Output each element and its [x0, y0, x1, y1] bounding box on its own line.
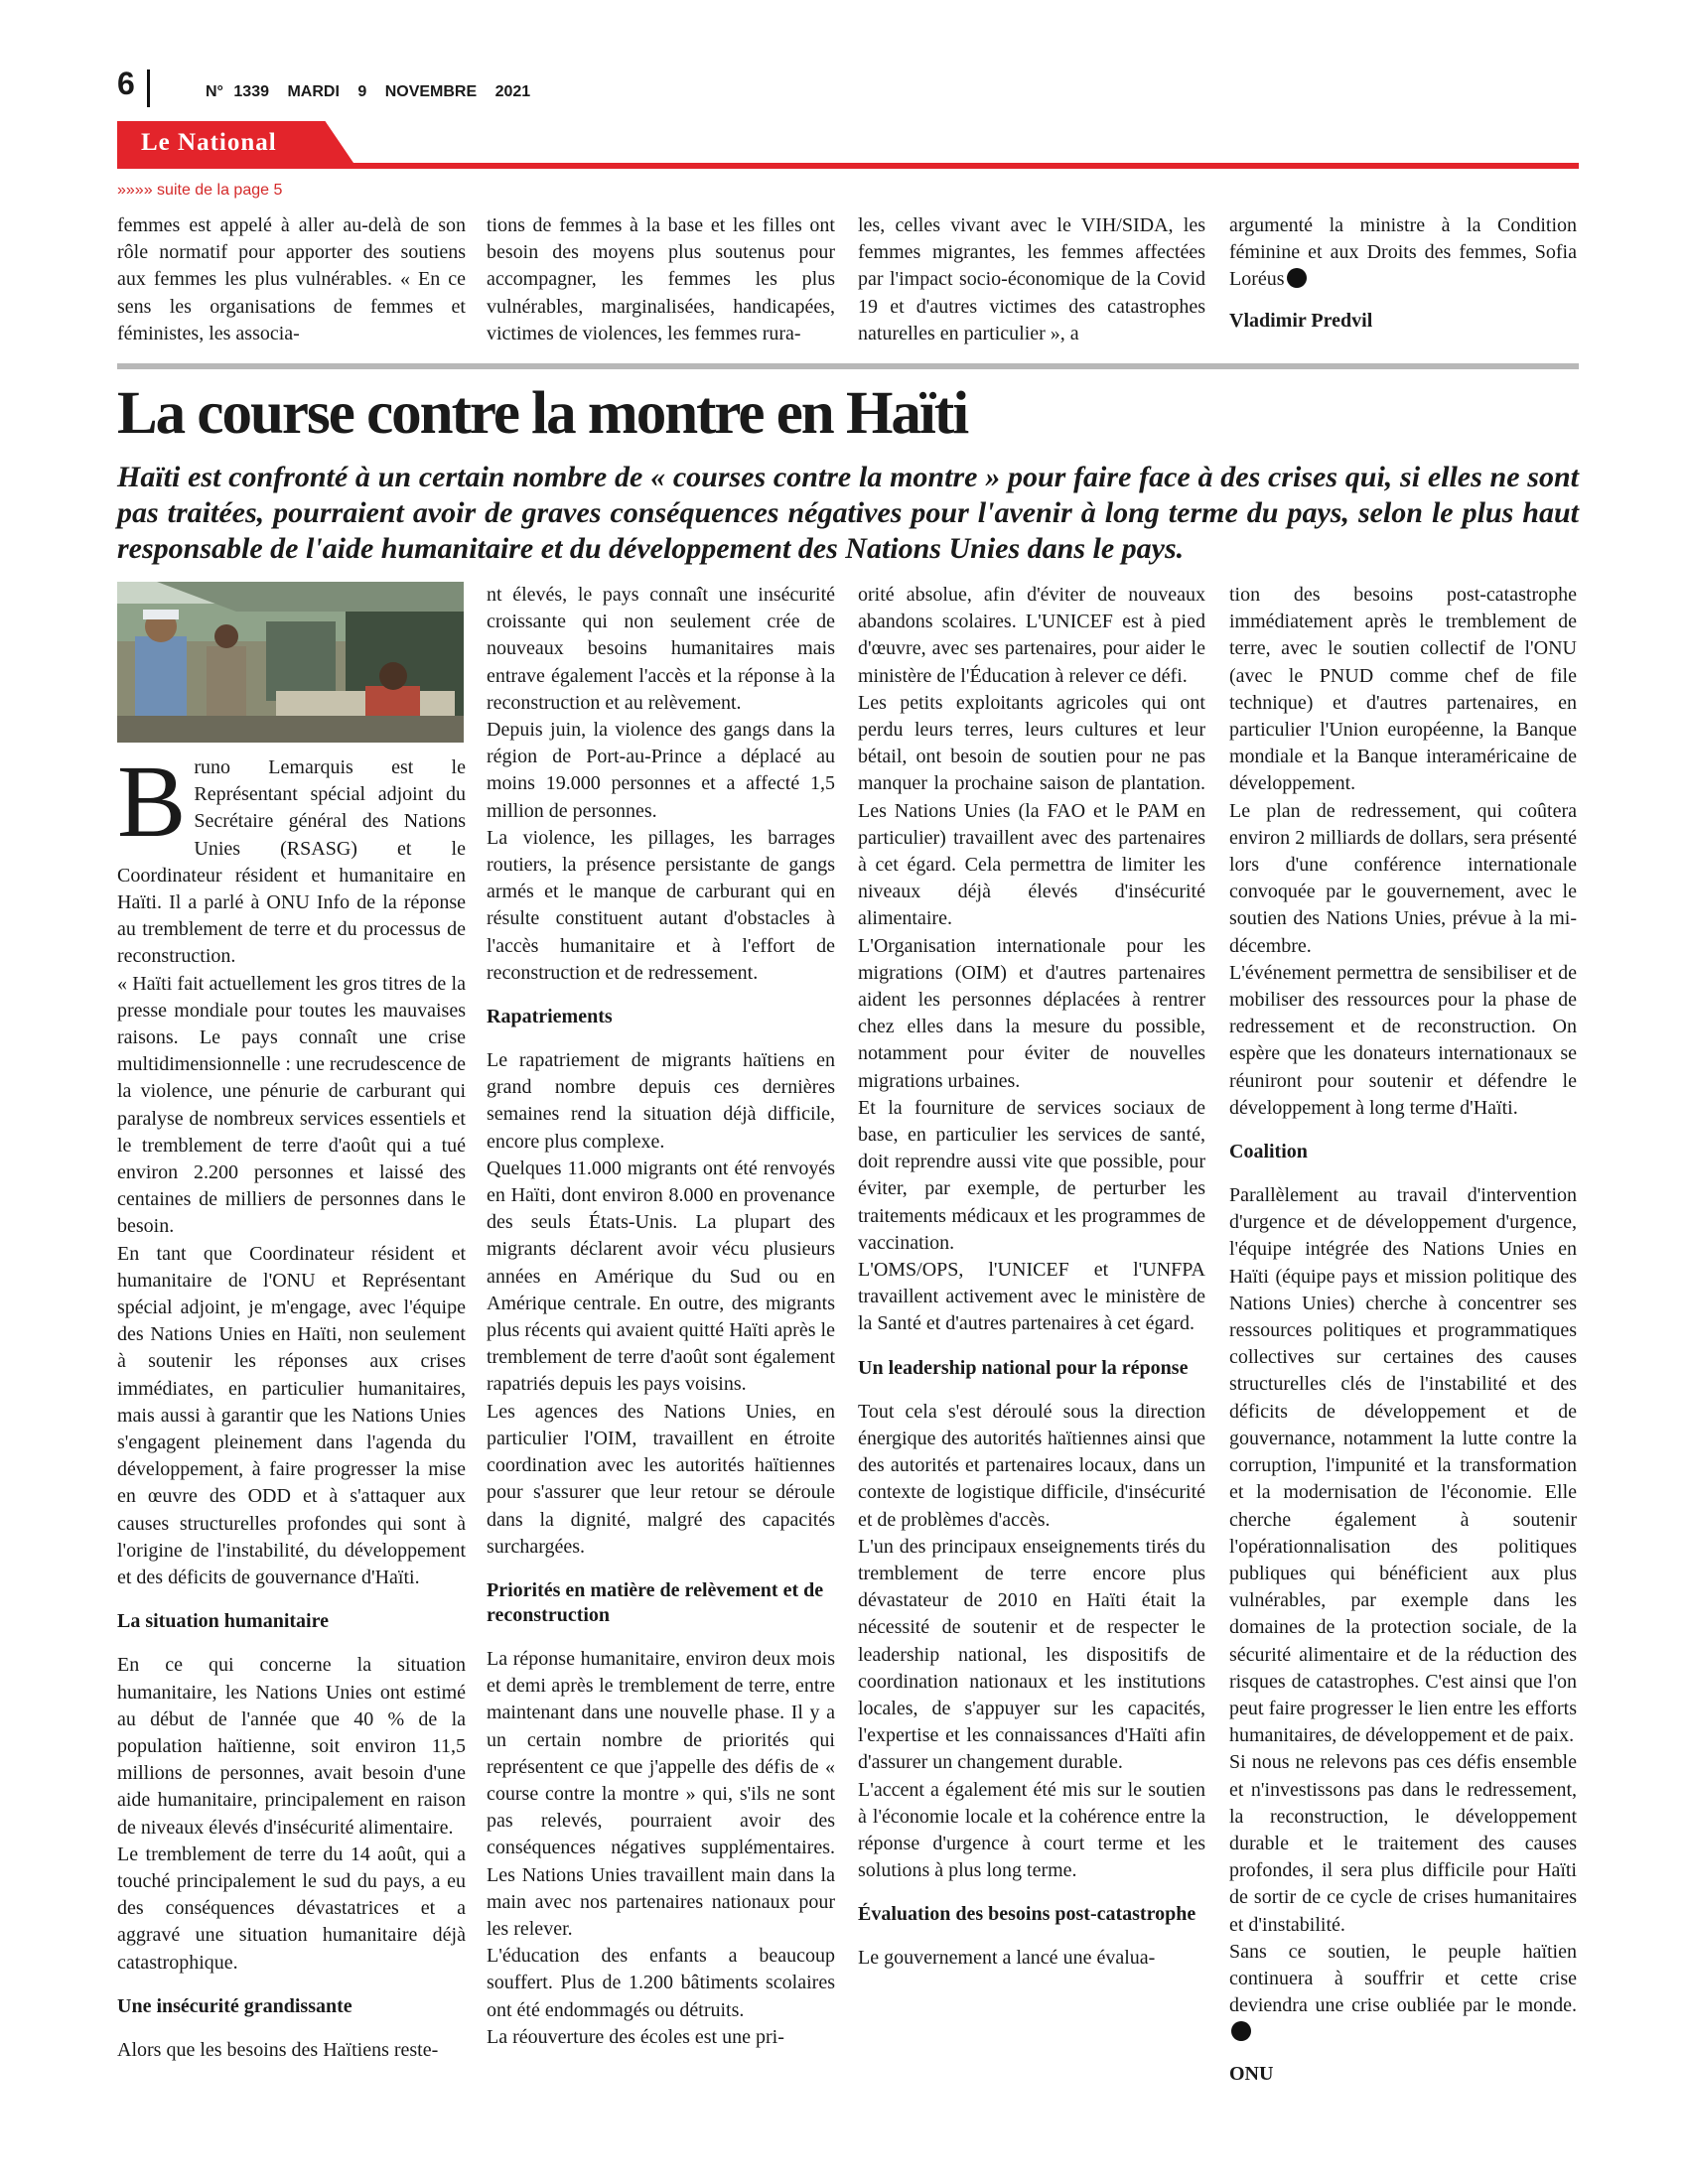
paragraph: L'OMS/OPS, l'UNICEF et l'UNFPA travaillent activement avec le ministère de la Santé et d'autres partenaires à cet égard. [858, 1259, 1205, 1335]
lead-paragraph [117, 745, 466, 971]
continued-col-4 [1229, 212, 1577, 335]
article-headline: La course contre la montre en Haïti [117, 380, 968, 447]
header-rule [117, 163, 1579, 169]
drop-cap: B [117, 745, 187, 859]
paragraph [1229, 1939, 1577, 2047]
author-signature: ONU [1229, 2062, 1274, 2085]
paragraph: L'éducation des enfants a beaucoup souffert. Plus de 1.200 bâtiments scolaires ont été endommagés ou détruits. [487, 1945, 835, 2021]
paragraph: les, celles vivant avec le VIH/SIDA, les femmes migrantes, les femmes affectées par l'impact socio-économique de la Covid 19 et d'autres victimes des catastrophes naturelles en particulier », a [858, 214, 1205, 344]
day: 9 [357, 83, 367, 100]
paragraph: Si nous ne relevons pas ces défis ensemble et n'investissons pas dans le redressement, la reconstruction, le développement durable et le traitement des causes profondes, il sera plus difficile pour Haïti de sortir de ce cycle de crises humanitaires et d'instabilité. [1229, 1751, 1577, 1936]
page-number: 6 [117, 66, 135, 101]
article-photo [117, 582, 464, 743]
paragraph: Les petits exploitants agricoles qui ont perdu leurs terres, leurs cultures et leur bétail, ont besoin de soutien pour ne pas manquer la prochaine saison de plantation. Les Nations Unies (la FAO et le PAM en particulier) travaillent avec des partenaires à cet égard. Cela permettra de limiter les niveaux déjà élevés d'insécurité alimentaire. [858, 691, 1205, 930]
section-divider [117, 363, 1579, 369]
paragraph [1229, 212, 1577, 294]
paragraph: Le tremblement de terre du 14 août, qui a touché principalement le sud du pays, a eu des conséquences dévastatrices et a aggravé une situation humanitaire déjà catastrophique. [117, 1843, 466, 1974]
paragraph: nt élevés, le pays connaît une insécurité croissante qui non seulement crée de nouveaux besoins humanitaires mais entrave également l'accès et la réponse à la reconstruction et au relèvement. [487, 584, 835, 714]
article-col-2 [487, 582, 835, 2051]
paragraph: Et la fourniture de services sociaux de base, en particulier les services de santé, doit reprendre aussi vite que possible, pour éviter, par exemple, de perturber les traitements médicaux et les programmes de vaccination. [858, 1096, 1205, 1254]
continued-col-3 [858, 212, 1205, 347]
article-col-3 [858, 582, 1205, 1973]
paragraph: « Haïti fait actuellement les gros titres de la presse mondiale pour toutes les mauvaises raisons. Le pays connaît une crise multidimensionnelle : une recrudescence de la violence, une pénurie de carburant qui paralyse de nombreux services essentiels et le tremblement de terre d'août qui a tué environ 2.200 personnes et laissé des centaines de milliers de personnes dans le besoin. [117, 972, 466, 1238]
paragraph: L'événement permettra de sensibiliser et de mobiliser des ressources pour la phase de redressement et de reconstruction. On espère que les donateurs internationaux se réuniront pour soutenir et défendre le développement à long terme d'Haïti. [1229, 961, 1577, 1119]
paragraph: En ce qui concerne la situation humanitaire, les Nations Unies ont estimé au début de l'année que 40 % de la population haïtienne, soit environ 11,5 millions de personnes, avait besoin d'une aide humanitaire, principalement en raison de niveaux élevés d'insécurité alimentaire. [117, 1654, 466, 1839]
paragraph-text: runo Lemarquis est le Représentant spécial adjoint du Secrétaire général des Nations Unies (RSASG) et le Coordinateur résident et humanitaire en Haïti. Il a parlé à ONU Info de la réponse au tremblement de terre et du processus de reconstruction. [117, 756, 466, 968]
paragraph: Le gouvernement a lancé une évalua- [858, 1947, 1156, 1970]
subheading: La situation humanitaire [117, 1610, 329, 1633]
year: 2021 [494, 83, 531, 100]
paragraph: L'Organisation internationale pour les migrations (OIM) et d'autres partenaires aident les personnes déplacées à rentrer chez elles dans la mesure du possible, notamment pour éviter de nouvelles migrations urbaines. [858, 934, 1205, 1092]
paragraph: Les agences des Nations Unies, en particulier l'OIM, travaillent en étroite coordination avec les autorités haïtiennes pour s'assurer que leur retour se déroule dans la dignité, malgré des capacités surchargées. [487, 1400, 835, 1558]
paragraph: La réponse humanitaire, environ deux mois et demi après le tremblement de terre, entre maintenant dans une nouvelle phase. Il y a un certain nombre de priorités qui représentent ce que j'appelle des défis de « course contre la montre » qui, s'ils ne sont pas relevés, pourraient avoir des conséquences négatives supplémentaires. Les Nations Unies travaillent main dans la main avec nos partenaires nationaux pour les relever. [487, 1647, 835, 1940]
subheading: Une insécurité grandissante [117, 1994, 352, 2017]
subheading: Coalition [1229, 1141, 1308, 1163]
paragraph: orité absolue, afin d'éviter de nouveaux abandons scolaires. L'UNICEF est à pied d'œuvre, avec ses partenaires, pour aider le ministère de l'Éducation à relever ce défi. [858, 584, 1205, 687]
paragraph: Quelques 11.000 migrants ont été renvoyés en Haïti, dont environ 8.000 en provenance des seuls États-Unis. La plupart des migrants déclarent avoir vécu plusieurs années en Amérique du Sud ou en Amérique centrale. En outre, des migrants plus récents qui avaient quitté Haïti après le tremblement de terre d'août sont également rapatriés depuis les pays voisins. [487, 1157, 835, 1396]
paragraph: tion des besoins post-catastrophe immédiatement après le tremblement de terre, avec le soutien collectif de l'ONU (avec le PNUD comme chef de file technique) et d'autres partenaires, en particulier l'Union européenne, la Banque mondiale et la Banque interaméricaine de développement. [1229, 584, 1577, 795]
paragraph: La violence, les pillages, les barrages routiers, la présence persistante de gangs armés et le manque de carburant qui en résulte constituent autant d'obstacles à l'accès humanitaire et à l'effort de reconstruction et de redressement. [487, 826, 835, 984]
end-mark-icon [1231, 2021, 1251, 2041]
issue-date-line [206, 83, 538, 101]
paragraph: Le plan de redressement, qui coûtera environ 2 milliards de dollars, sera présenté lors d'une conférence internationale convoquée par le gouvernement, avec le soutien des Nations Unies, prévue à la mi-décembre. [1229, 799, 1577, 957]
paragraph: Depuis juin, la violence des gangs dans la région de Port-au-Prince a déplacé au moins 19.000 personnes et a affecté 1,5 million de personnes. [487, 719, 835, 822]
paragraph-text: Sans ce soutien, le peuple haïtien continuera à souffrir et cette crise deviendra une crise oubliée par le monde. [1229, 1940, 1577, 2017]
paragraph: La réouverture des écoles est une pri- [487, 2025, 784, 2048]
paragraph: Alors que les besoins des Haïtiens reste- [117, 2038, 439, 2061]
continued-col-1 [117, 212, 466, 347]
paragraph: Tout cela s'est déroulé sous la direction énergique des autorités haïtiennes ainsi que des autorités et partenaires locaux, dans un contexte de logistique difficile, d'insécurité et de problèmes d'accès. [858, 1400, 1205, 1531]
paragraph: Le rapatriement de migrants haïtiens en grand nombre depuis ces dernières semaines rend la situation déjà difficile, encore plus complexe. [487, 1049, 835, 1153]
paragraph: L'accent a également été mis sur le soutien à l'économie locale et la cohérence entre la réponse d'urgence à court terme et les solutions à plus long terme. [858, 1778, 1205, 1882]
weekday: MARDI [287, 83, 340, 100]
continuation-link[interactable]: »»»» suite de la page 5 [117, 182, 283, 199]
continued-col-2 [487, 212, 835, 347]
issue-number: N° 1339 [206, 83, 269, 100]
subheading: Un leadership national pour la réponse [858, 1356, 1189, 1379]
paragraph: En tant que Coordinateur résident et humanitaire de l'ONU et Représentant spécial adjoint, je m'engage, avec l'équipe des Nations Unies en Haïti, non seulement à soutenir les réponses aux crises immédiates, en particulier humanitaires, mais aussi à garantir que les Nations Unies s'engagent pleinement dans l'agenda du développement, à faire progresser la mise en œuvre des ODD et à s'attaquer aux causes structurelles profondes qui sont à l'origine de l'instabilité, du développement et des déficits de gouvernance d'Haïti. [117, 1242, 466, 1589]
photo-illustration [117, 582, 464, 743]
subheading: Priorités en matière de relèvement et de reconstruction [487, 1578, 824, 1626]
paragraph-text: argumenté la ministre à la Condition féminine et aux Droits des femmes, Sofia Loréus [1229, 214, 1577, 291]
paragraph: Parallèlement au travail d'intervention d'urgence et de développement d'urgence, l'équipe intégrée des Nations Unies en Haïti (équipe pays et mission politique des Nations Unies) cherche à concentrer ses ressources politiques et programmatiques collectives sur certaines des causes structurelles clés de l'instabilité et des déficits de développement et de gouvernance, notamment la lutte contre la corruption, l'impunité et la transformation et la modernisation de l'économie. Elle cherche également à soutenir l'opérationnalisation des politiques publiques qui bénéficient aux plus vulnérables, par exemple dans les domaines de la protection sociale, de la sécurité alimentaire et de la réduction des risques de catastrophes. C'est ainsi que l'on peut faire progresser le lien entre les efforts humanitaires, de développement et de paix. [1229, 1184, 1577, 1747]
subheading: Évaluation des besoins post-catastrophe [858, 1903, 1196, 1926]
brand-name: Le National [141, 129, 277, 156]
paragraph: tions de femmes à la base et les filles ont besoin des moyens plus soutenus pour accompagner, les femmes les plus vulnérables, marginalisées, handicapées, victimes de violences, les femmes rura- [487, 214, 835, 344]
article-col-1 [117, 582, 466, 2064]
month: NOVEMBRE [384, 83, 478, 100]
header-divider [147, 69, 150, 107]
article-col-4 [1229, 582, 1577, 2088]
paragraph: femmes est appelé à aller au-delà de son rôle normatif pour apporter des soutiens aux femmes les plus vulnérables. « En ce sens les organisations de femmes et féministes, les associa- [117, 214, 466, 344]
subheading: Rapatriements [487, 1006, 613, 1028]
author-signature: Vladimir Predvil [1229, 309, 1373, 332]
paragraph: L'un des principaux enseignements tirés du tremblement de terre encore plus dévastateur de 2010 en Haïti était la nécessité de soutenir et de respecter le leadership national, les dispositifs de coordination nationaux et les institutions locales, de s'appuyer sur les capacités, l'expertise et les connaissances d'Haïti afin d'assurer un changement durable. [858, 1535, 1205, 1774]
article-deck: Haïti est confronté à un certain nombre de « courses contre la montre » pour faire face à des crises qui, si elles ne sont pas traitées, pourraient avoir de graves conséquences négatives pour l'avenir à long terme du pays, selon le plus haut responsable de l'aide humanitaire et du développement des Nations Unies dans le pays. [117, 461, 1579, 565]
end-mark-icon [1287, 268, 1307, 288]
